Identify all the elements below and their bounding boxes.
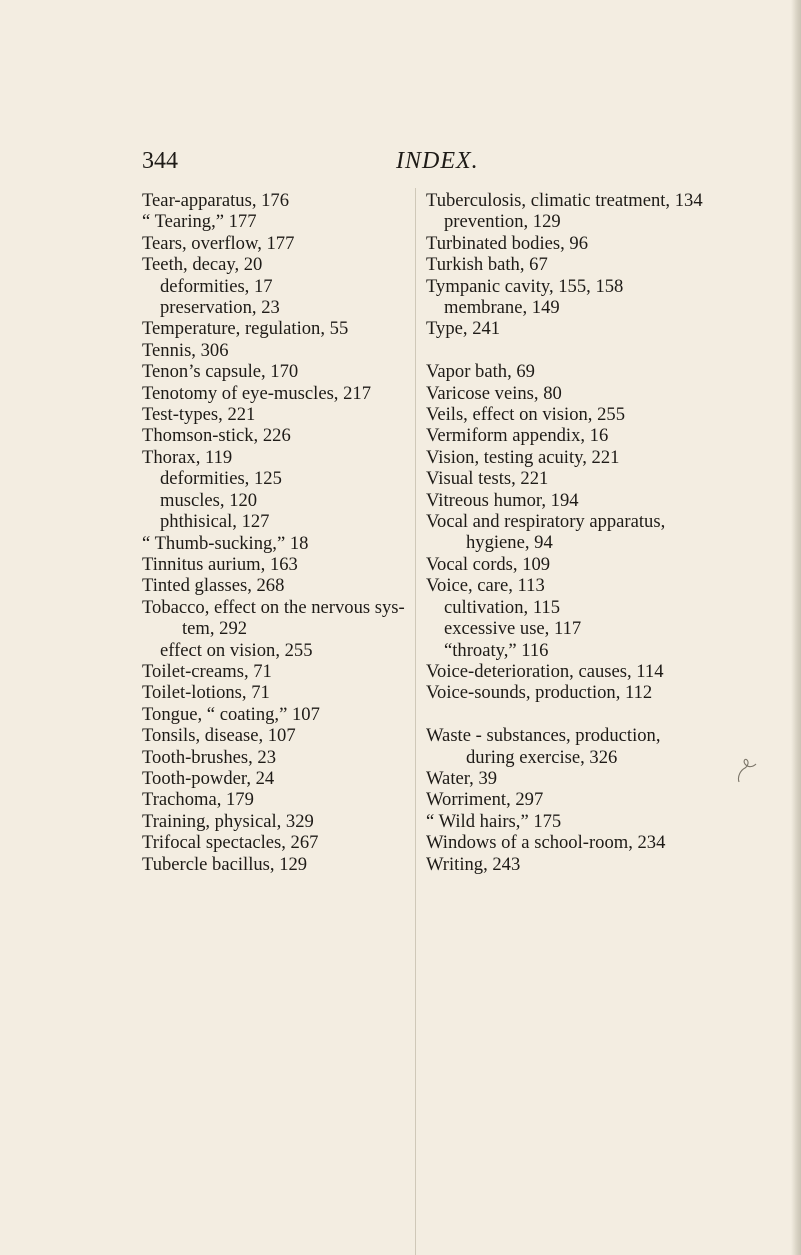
letter-group-gap [426, 704, 726, 725]
index-entry-text: Tears, overflow, 177 [142, 232, 295, 254]
index-entry-text: Waste - substances, production, [426, 725, 661, 747]
index-entry [142, 383, 417, 404]
index-subentry [142, 490, 417, 511]
index-entry-text: Varicose veins, 80 [426, 382, 562, 404]
index-entry [426, 254, 726, 275]
index-entry [142, 704, 417, 725]
index-entry-text: Tympanic cavity, 155, 158 [426, 275, 624, 297]
index-entry [142, 747, 417, 768]
index-entry [426, 318, 726, 339]
index-entry-text: Vitreous humor, 194 [426, 489, 579, 511]
index-entry-text: Tinted glasses, 268 [142, 575, 285, 597]
index-entry [426, 832, 726, 853]
index-entry-text: “ Wild hairs,” 175 [426, 810, 562, 832]
index-column-right [426, 190, 726, 875]
index-entry [142, 725, 417, 746]
index-entry [426, 575, 726, 596]
index-entry [142, 361, 417, 382]
index-entry-text: Toilet-creams, 71 [142, 660, 272, 682]
index-entry [426, 811, 726, 832]
index-entry-text: Turkish bath, 67 [426, 254, 548, 276]
index-subentry [426, 640, 726, 661]
index-entry-text: Trifocal spectacles, 267 [142, 832, 319, 854]
index-entry-text: cultivation, 115 [444, 596, 561, 618]
index-entry [426, 768, 726, 789]
index-entry-text: Tubercle bacillus, 129 [142, 853, 308, 875]
index-entry [142, 254, 417, 275]
index-entry [426, 661, 726, 682]
letter-group-gap [426, 340, 726, 361]
index-entry [426, 554, 726, 575]
index-subentry [426, 618, 726, 639]
index-entry-text: Voice, care, 113 [426, 575, 545, 597]
index-entry [426, 468, 726, 489]
index-entry [426, 404, 726, 425]
index-entry [426, 425, 726, 446]
index-subentry [142, 468, 417, 489]
index-entry [426, 682, 726, 703]
index-entry-text: Thomson-stick, 226 [142, 425, 291, 447]
index-subentry [142, 297, 417, 318]
letter-group-v [426, 361, 726, 704]
page-edge-shadow [791, 0, 801, 1255]
index-entry [142, 575, 417, 596]
index-entry [426, 854, 726, 875]
index-entry-text: Visual tests, 221 [426, 468, 549, 490]
index-entry-text: deformities, 17 [160, 275, 273, 297]
page-header [0, 148, 801, 178]
index-entry-text: prevention, 129 [444, 211, 561, 233]
index-entry-text: “ Thumb-sucking,” 18 [142, 532, 309, 554]
index-entry [142, 811, 417, 832]
index-entry-text: “ Tearing,” 177 [142, 211, 257, 233]
index-entry-text: Tenotomy of eye-muscles, 217 [142, 382, 371, 404]
index-entry-text: Vision, testing acuity, 221 [426, 446, 620, 468]
index-entry-text: Thorax, 119 [142, 446, 233, 468]
index-entry [426, 725, 726, 768]
index-entry-text: muscles, 120 [160, 489, 258, 511]
index-entry-text: Tear-apparatus, 176 [142, 190, 290, 211]
index-entry-text: Windows of a school-room, 234 [426, 832, 666, 854]
index-entry-text: Voice-sounds, production, 112 [426, 682, 653, 704]
index-entry [426, 361, 726, 382]
index-entry-text: preservation, 23 [160, 297, 280, 319]
index-entry-text: Tinnitus aurium, 163 [142, 553, 298, 575]
page-number: 344 [142, 148, 178, 174]
running-title: INDEX. [396, 148, 479, 174]
letter-group-t [426, 190, 726, 340]
handwritten-mark [735, 756, 759, 786]
index-entry-text: Tooth-powder, 24 [142, 767, 275, 789]
index-entry-text: Test-types, 221 [142, 404, 256, 426]
index-entry [142, 190, 417, 211]
index-entry-text: Tonsils, disease, 107 [142, 725, 296, 747]
index-entry [142, 318, 417, 339]
index-entry [142, 789, 417, 810]
index-entry [426, 490, 726, 511]
index-entry [142, 682, 417, 703]
index-entry-continuation: tem, 292 [182, 618, 248, 640]
letter-group-w [426, 725, 726, 875]
index-entry [142, 447, 417, 468]
index-entry-text: excessive use, 117 [444, 618, 582, 640]
index-entry [142, 854, 417, 875]
index-subentry [426, 297, 726, 318]
index-entry-text: Training, physical, 329 [142, 810, 314, 832]
index-entry-text: Voice-deterioration, causes, 114 [426, 660, 664, 682]
index-entry [426, 233, 726, 254]
index-entry [142, 554, 417, 575]
index-entry-text: Worriment, 297 [426, 789, 544, 811]
index-entry-text: “throaty,” 116 [444, 639, 549, 661]
index-entry-text: Veils, effect on vision, 255 [426, 404, 625, 426]
index-entry-text: Vapor bath, 69 [426, 361, 535, 383]
index-entry-text: Writing, 243 [426, 853, 521, 875]
index-entry-text: deformities, 125 [160, 468, 282, 490]
index-entry [142, 211, 417, 232]
index-entry [142, 597, 417, 640]
index-entry-text: Tooth-brushes, 23 [142, 746, 277, 768]
index-entry-text: Tobacco, effect on the nervous sys- [142, 596, 405, 618]
index-entry [142, 832, 417, 853]
index-entry-text: Tenon’s capsule, 170 [142, 361, 299, 383]
index-entry [426, 276, 726, 297]
index-entry [142, 768, 417, 789]
index-entry [142, 404, 417, 425]
index-entry-text: Tuberculosis, climatic treatment, 134 [426, 190, 703, 211]
index-entry [426, 190, 726, 211]
index-entry-text: effect on vision, 255 [160, 639, 313, 661]
index-entry [426, 789, 726, 810]
index-entry-text: Temperature, regulation, 55 [142, 318, 349, 340]
index-subentry [142, 640, 417, 661]
index-entry-text: phthisical, 127 [160, 511, 270, 533]
index-entry [142, 661, 417, 682]
index-entry-text: Toilet-lotions, 71 [142, 682, 270, 704]
index-entry-text: Vermiform appendix, 16 [426, 425, 609, 447]
index-entry [426, 383, 726, 404]
index-entry [142, 533, 417, 554]
index-entry-continuation: hygiene, 94 [466, 532, 553, 554]
index-entry [142, 233, 417, 254]
index-entry-text: membrane, 149 [444, 297, 560, 319]
index-entry [426, 511, 726, 554]
index-entry-text: Turbinated bodies, 96 [426, 232, 589, 254]
index-subentry [426, 597, 726, 618]
index-entry-text: Vocal and respiratory apparatus, [426, 511, 666, 533]
index-entry-text: Type, 241 [426, 318, 501, 340]
index-entry [142, 340, 417, 361]
index-entry-text: Teeth, decay, 20 [142, 254, 263, 276]
index-column-left [142, 190, 417, 875]
index-entry [426, 447, 726, 468]
index-subentry [142, 511, 417, 532]
index-entry-text: Tennis, 306 [142, 339, 229, 361]
index-entry-continuation: during exercise, 326 [466, 746, 618, 768]
index-entry-text: Water, 39 [426, 767, 498, 789]
index-subentry [142, 276, 417, 297]
index-subentry [426, 211, 726, 232]
index-entry-text: Tongue, “ coating,” 107 [142, 703, 320, 725]
index-entry [142, 425, 417, 446]
index-entry-text: Vocal cords, 109 [426, 553, 551, 575]
index-entry-text: Trachoma, 179 [142, 789, 254, 811]
